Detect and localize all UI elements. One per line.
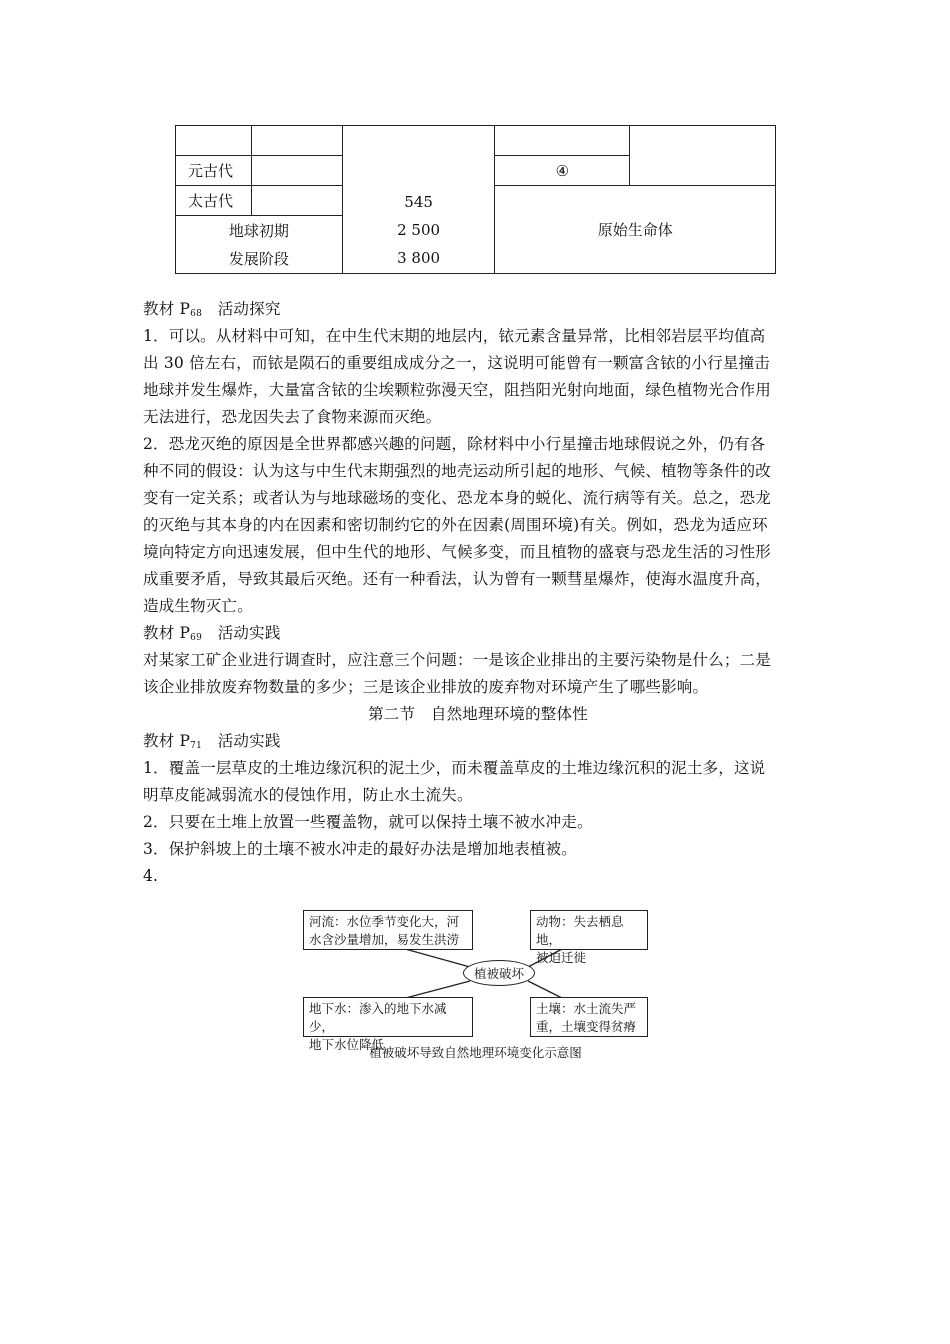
chapter-title: 第二节 自然地理环境的整体性 [368, 705, 588, 723]
era-archean: 太古代 [176, 186, 252, 216]
early-earth-stage [176, 216, 343, 274]
year-value: 545 [404, 192, 433, 211]
groundwater-box [303, 997, 473, 1052]
paragraph-line: 地球并发生爆炸，大量富含铱的尘埃颗粒弥漫天空，阻挡阳光射向地面，绿色植物光合作用 [143, 381, 772, 399]
river-box [303, 910, 473, 950]
year-value: 2 500 [397, 220, 441, 239]
table-cell [176, 126, 252, 156]
year-value: 3 800 [397, 248, 441, 267]
paragraph-line: 3．保护斜坡上的土壤不被水冲走的最好办法是增加地表植被。 [143, 840, 577, 858]
section-p68 [143, 296, 813, 890]
paragraph-line: 成重要矛盾，导致其最后灭绝。还有一种看法，认为曾有一颗彗星爆炸，使海水温度升高， [143, 570, 772, 588]
box-line: 被迫迁徙 [536, 950, 587, 965]
paragraph-line: 1．可以。从材料中可知，在中生代末期的地层内，铱元素含量异常，比相邻岩层平均值高 [143, 327, 766, 345]
paragraph-line: 造成生物灭亡。 [143, 597, 253, 615]
box-line: 地下水位降低 [309, 1037, 385, 1052]
section-heading: 教材 $P_{68}$ 活动探究 [143, 300, 281, 319]
marker-4: ④ [495, 156, 630, 186]
paragraph-line: 对某家工矿企业进行调查时，应注意三个问题：一是该企业排出的主要污染物是什么；二是 [143, 651, 772, 669]
paragraph-line: 2．只要在土堆上放置一些覆盖物，就可以保持土壤不被水冲走。 [143, 813, 593, 831]
box-line: 地下水：渗入的地下水减少， [309, 1001, 447, 1034]
paragraph-line: 的灭绝与其本身的内在因素和密切制约它的外在因素(周围环境)有关。例如，恐龙为适应环 [143, 516, 768, 534]
paragraph-line: 出 30 倍左右，而铱是陨石的重要组成成分之一，这说明可能曾有一颗富含铱的小行星撞击 [143, 354, 770, 372]
paragraph-line: 1．覆盖一层草皮的土堆边缘沉积的泥土少，而未覆盖草皮的土堆边缘沉积的泥土多，这说 [143, 759, 766, 777]
box-line: 重，土壤变得贫瘠 [536, 1019, 637, 1034]
vegetation-diagram [298, 905, 653, 1065]
paragraph-line: 无法进行，恐龙因失去了食物来源而灭绝。 [143, 408, 442, 426]
animal-box [530, 910, 648, 965]
vegetation-destruction-node: 植被破坏 [463, 960, 535, 986]
era-line: 地球初期 [228, 221, 289, 240]
paragraph-line: 明草皮能减弱流水的侵蚀作用，防止水土流失。 [143, 786, 473, 804]
paragraph-line: 4. [143, 867, 159, 885]
section-heading: 教材 $P_{71}$ 活动实践 [143, 732, 281, 751]
table-cell [495, 126, 630, 156]
box-line: 河流：水位季节变化大，河 [309, 914, 460, 929]
table-cell [251, 186, 342, 216]
box-line: 水含沙量增加，易发生洪涝 [309, 932, 460, 947]
paragraph-line: 境向特定方向迅速发展，但中生代的地形、气候多变，而且植物的盛衰与恐龙生活的习性形 [143, 543, 772, 561]
box-line: 土壤：水土流失严 [536, 1001, 637, 1016]
box-line: 动物：失去栖息地， [536, 914, 624, 947]
table-cell [630, 126, 776, 186]
table-cell [251, 126, 342, 156]
era-line: 发展阶段 [228, 249, 289, 268]
years-cell [342, 126, 495, 274]
table-cell [251, 156, 342, 186]
paragraph-line: 变有一定关系；或者认为与地球磁场的变化、恐龙本身的蜕化、流行病等有关。总之，恐龙 [143, 489, 772, 507]
paragraph-line: 该企业排放废弃物数量的多少；三是该企业排放的废弃物对环境产生了哪些影响。 [143, 678, 709, 696]
primitive-life-cell: 原始生命体 [495, 186, 776, 274]
era-proterozoic: 元古代 [176, 156, 252, 186]
soil-box [530, 997, 648, 1037]
diagram-caption: 植被破坏导致自然地理环境变化示意图 [369, 1045, 582, 1060]
section-heading: 教材 $P_{69}$ 活动实践 [143, 624, 281, 643]
paragraph-line: 种不同的假设：认为这与中生代末期强烈的地壳运动所引起的地形、气候、植物等条件的改 [143, 462, 772, 480]
paragraph-line: 2．恐龙灭绝的原因是全世界都感兴趣的问题，除材料中小行星撞击地球假说之外，仍有各 [143, 435, 766, 453]
geologic-time-table [175, 125, 776, 274]
